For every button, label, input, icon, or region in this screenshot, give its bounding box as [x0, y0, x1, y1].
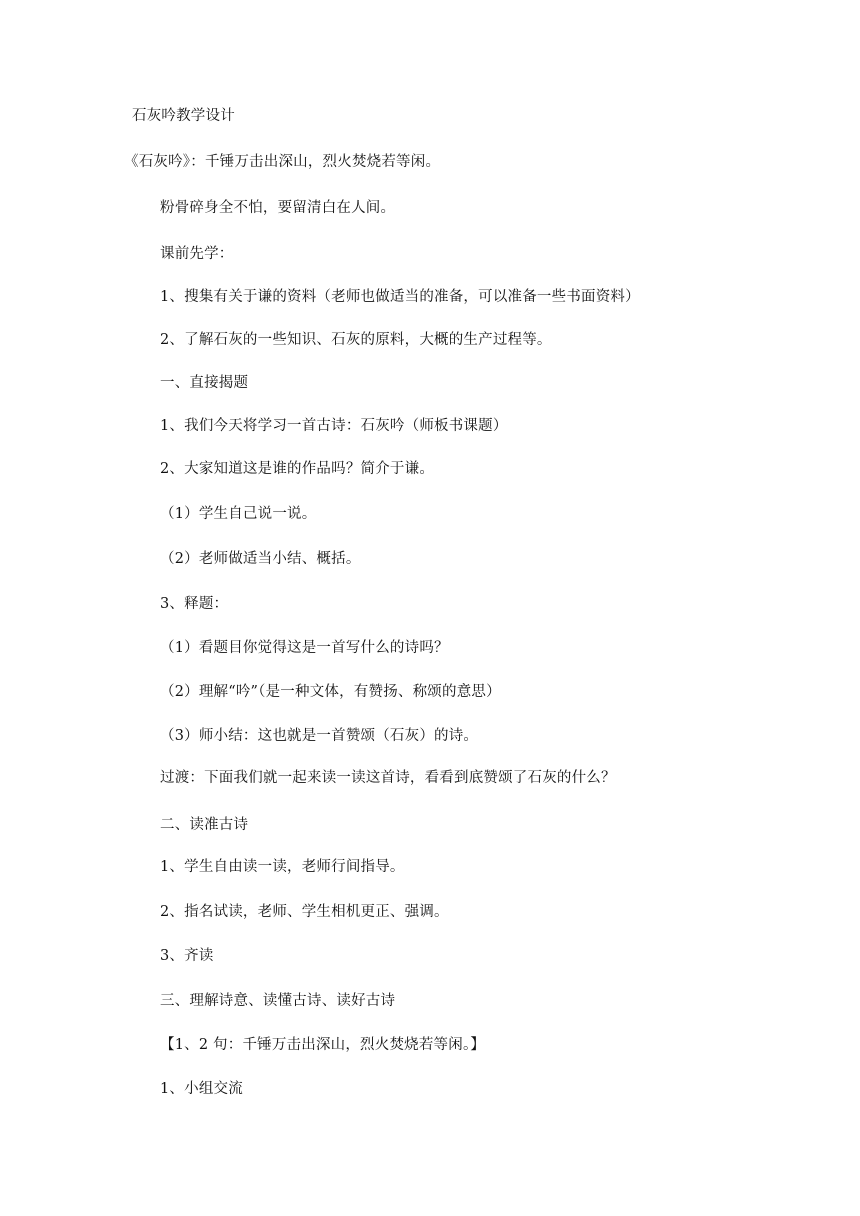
text-line: （2）老师做适当小结、概括。 — [160, 551, 361, 567]
section-heading: 三、理解诗意、读懂古诗、读好古诗 — [160, 993, 396, 1009]
text-line: （1）学生自己说一说。 — [160, 506, 317, 522]
text-line: 【1、2 句：千锤万击出深山，烈火焚烧若等闲。】 — [160, 1037, 486, 1053]
text-line: 2、了解石灰的一些知识、石灰的原料，大概的生产过程等。 — [160, 332, 552, 348]
text-line: 过渡：下面我们就一起来读一读这首诗，看看到底赞颂了石灰的什么？ — [160, 770, 616, 786]
document-title: 石灰吟教学设计 — [132, 108, 235, 124]
section-heading: 一、直接揭题 — [160, 375, 249, 391]
text-line: 3、释题： — [160, 596, 229, 612]
text-line: 1、学生自由读一读，老师行间指导。 — [160, 859, 405, 875]
text-line: 1、我们今天将学习一首古诗：石灰吟（师板书课题） — [160, 418, 508, 434]
text-line: 1、小组交流 — [160, 1081, 243, 1097]
text-line: （3）师小结：这也就是一首赞颂（石灰）的诗。 — [160, 728, 479, 744]
poem-line-1: 《石灰吟》：千锤万击出深山，烈火焚烧若等闲。 — [124, 154, 441, 170]
text-line: 3、齐读 — [160, 948, 214, 964]
text-line: （1）看题目你觉得这是一首写什么的诗吗？ — [160, 640, 449, 656]
text-line: 1、搜集有关于谦的资料（老师也做适当的准备，可以准备一些书面资料） — [160, 289, 640, 305]
section-heading-preview: 课前先学： — [160, 246, 234, 262]
poem-line-2: 粉骨碎身全不怕，要留清白在人间。 — [160, 200, 396, 216]
section-heading: 二、读准古诗 — [160, 817, 249, 833]
text-line: 2、指名试读，老师、学生相机更正、强调。 — [160, 904, 449, 920]
text-line: （2）理解“吟”（是一种文体，有赞扬、称颂的意思） — [160, 684, 501, 700]
text-line: 2、大家知道这是谁的作品吗？简介于谦。 — [160, 461, 435, 477]
